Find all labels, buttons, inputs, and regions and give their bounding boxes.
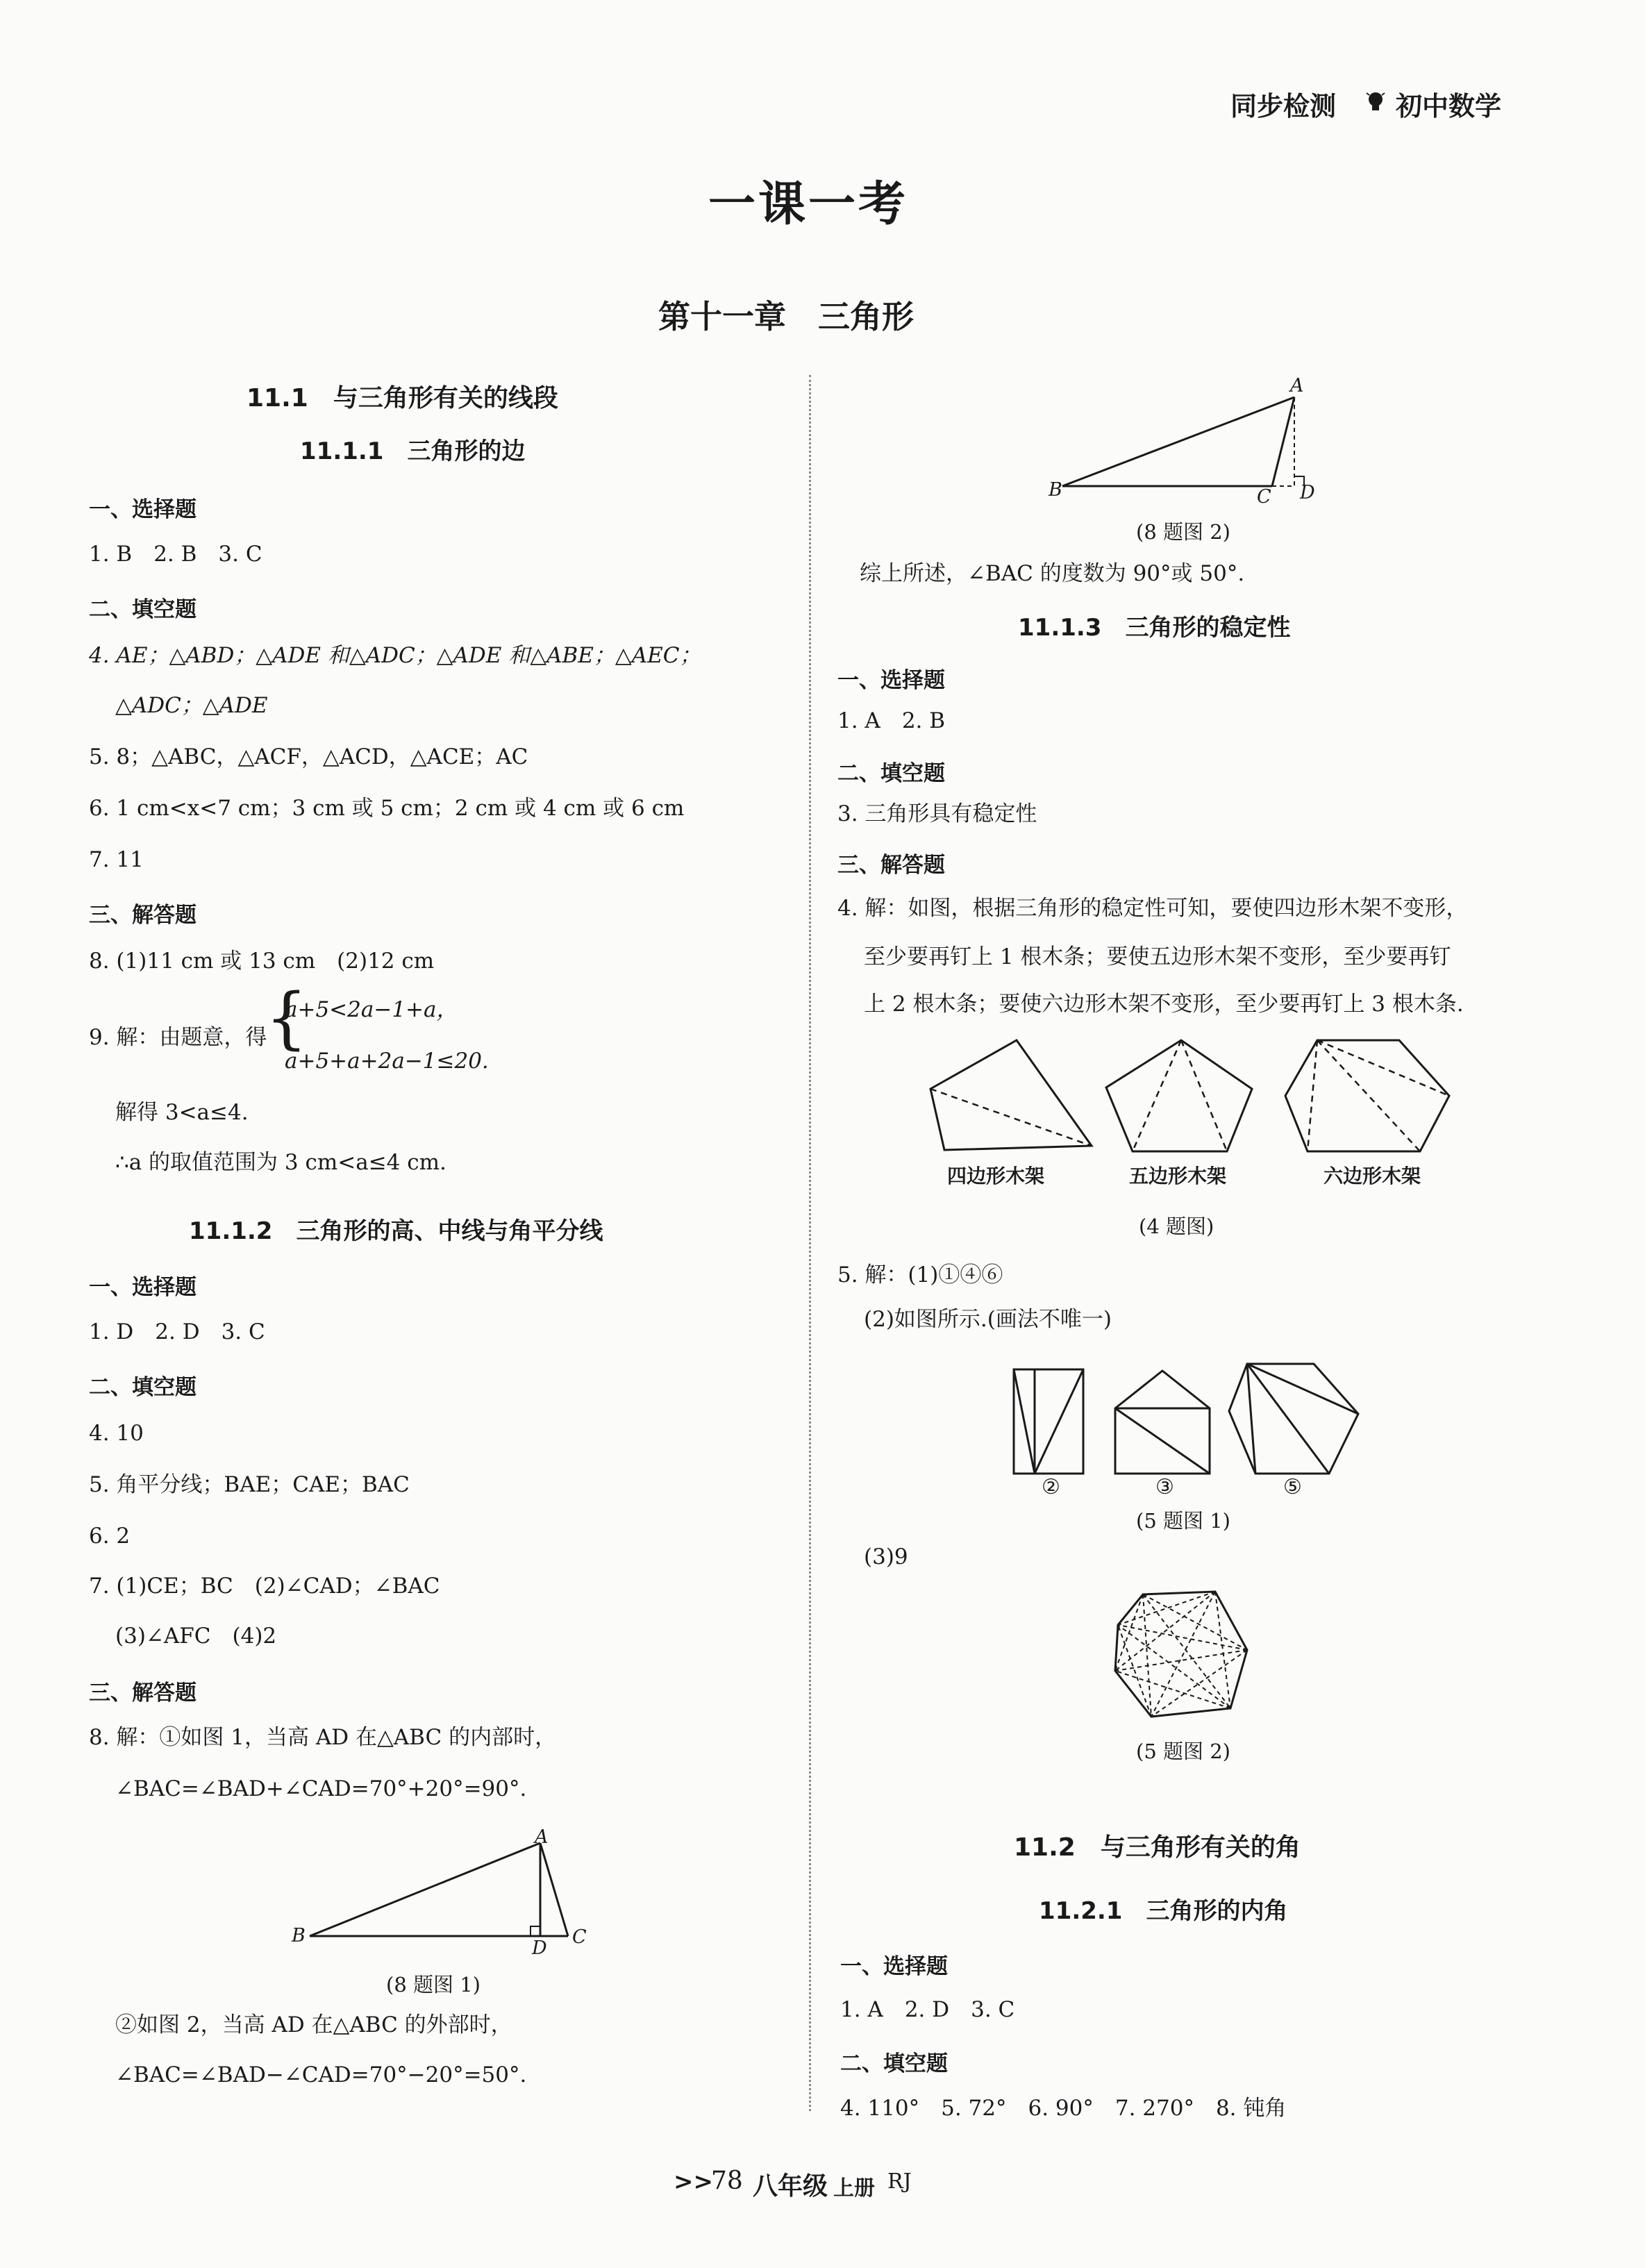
shape-rectangle-2 [1011,1367,1087,1478]
fig1-label-d: D [532,1937,547,1959]
answer-b8-line3: ②如图 2，当高 AD 在△ABC 的外部时， [115,2012,512,2037]
footer-arrows: >> [674,2168,713,2196]
heading-fill: 二、填空题 [89,597,197,622]
page-title: 一课一考 [708,176,909,232]
figure-8-2-caption: (8 题图 2) [1136,520,1230,544]
fig1-label-a: A [535,1826,549,1848]
figure-5-1-caption: (5 题图 1) [1136,1509,1230,1533]
answer-b8-line4: ∠BAC=∠BAD−∠CAD=70°−20°=50°. [115,2062,527,2087]
header-series: 同步检测 [1230,91,1337,122]
section-11-1-2: 11.1.2 三角形的高、中线与角平分线 [189,1217,603,1245]
figure-5-2-caption: (5 题图 2) [1136,1740,1230,1763]
heading-solve-2: 三、解答题 [89,1681,197,1706]
figure-4-caption: (4 题图) [1139,1215,1214,1238]
answer-4-line2: △ADC；△ADE [115,693,268,718]
label-frame-4: 四边形木架 [947,1165,1045,1187]
answer-9-eq1: a+5<2a−1+a， [285,997,458,1022]
answer-9-eq2: a+5+a+2a−1≤20. [285,1049,489,1074]
answer-b4: 4. 10 [89,1421,144,1446]
footer-volume: 上册 [833,2176,875,2201]
figure-8-1-caption: (8 题图 1) [386,1973,481,1996]
heading-solve-3: 三、解答题 [837,853,945,878]
section-11-1: 11.1 与三角形有关的线段 [247,384,558,412]
answer-9-intro: 9. 解：由题意，得 [89,1025,267,1050]
answer-4-line1: 4. AE；△ABD；△ADE 和△ADC；△ADE 和△ABE；△AEC； [89,643,701,668]
answer-b8-line1: 8. 解：①如图 1，当高 AD 在△ABC 的内部时， [89,1725,557,1750]
footer-edition: RJ [887,2169,912,2194]
answer-c5-line3: (3)9 [864,1544,908,1569]
label-frame-5: 五边形木架 [1129,1165,1227,1187]
section-11-1-1: 11.1.1 三角形的边 [300,437,526,465]
heading-fill-3: 二、填空题 [837,761,945,786]
shape-hexagon-5 [1225,1360,1364,1478]
figure-8-1 [278,1826,597,1951]
section-11-2-1: 11.2.1 三角形的内角 [1039,1897,1288,1925]
answer-5: 5. 8；△ABC，△ACF，△ACD，△ACE；AC [89,744,528,769]
mark-2: ② [1042,1475,1060,1499]
answer-c5-line1: 5. 解：(1)①④⑥ [837,1262,1003,1287]
heading-solve: 三、解答题 [89,903,197,928]
answer-6: 6. 1 cm<x<7 cm；3 cm 或 5 cm；2 cm 或 4 cm 或 6 cm [89,796,685,821]
answers-fill-4: 4. 110° 5. 72° 6. 90° 7. 270° 8. 钝角 [840,2096,1287,2121]
answers-choice-2: 1. D 2. D 3. C [89,1319,265,1344]
answer-b7-line2: (3)∠AFC (4)2 [115,1624,277,1649]
answer-9-conclusion: ∴a 的取值范围为 3 cm<a≤4 cm. [115,1150,446,1175]
footer-grade: 八年级 [753,2172,828,2201]
fig2-label-c: C [1257,486,1271,508]
answer-c5-line2: (2)如图所示.(画法不唯一) [864,1307,1112,1332]
fig1-label-b: B [292,1925,306,1946]
heading-choice: 一、选择题 [89,497,197,522]
frame-quadrilateral [924,1035,1097,1160]
answer-c4-line3: 上 2 根木条；要使六边形木架不变形，至少要再钉上 3 根木条. [864,992,1464,1017]
shape-house-3 [1111,1367,1215,1478]
heading-choice-2: 一、选择题 [89,1275,197,1300]
answers-choice-3: 1. A 2. B [837,708,946,733]
section-11-1-3: 11.1.3 三角形的稳定性 [1018,614,1291,642]
answers-choice-4: 1. A 2. D 3. C [840,1997,1015,2022]
answer-9-result: 解得 3<a≤4. [115,1100,249,1125]
answer-b8-line2: ∠BAC=∠BAD+∠CAD=70°+20°=90°. [115,1776,527,1801]
figure-8-2 [1042,382,1319,500]
heading-choice-3: 一、选择题 [837,668,945,693]
frame-pentagon [1101,1035,1260,1160]
answer-8: 8. (1)11 cm 或 13 cm (2)12 cm [89,949,435,974]
answer-7: 7. 11 [89,847,144,872]
heading-fill-2: 二、填空题 [89,1375,197,1400]
summary-text: 综上所述，∠BAC 的度数为 90°或 50°. [860,561,1245,586]
mark-3: ③ [1155,1475,1174,1499]
footer-page-number: 78 [711,2167,743,2195]
answer-b7-line1: 7. (1)CE；BC (2)∠CAD；∠BAC [89,1574,440,1599]
figure-5-2 [1110,1585,1255,1724]
bulb-icon [1365,89,1386,114]
answer-b6: 6. 2 [89,1524,131,1549]
mark-5: ⑤ [1283,1475,1302,1499]
fig1-label-c: C [572,1926,587,1948]
header-subject: 初中数学 [1396,91,1502,122]
chapter-title: 第十一章 三角形 [658,298,914,335]
column-divider [809,375,811,2111]
system-brace: { [265,979,308,1057]
answer-c3: 3. 三角形具有稳定性 [837,801,1037,826]
answers-choice-1: 1. B 2. B 3. C [89,542,262,567]
answer-c4-line1: 4. 解：如图，根据三角形的稳定性可知，要使四边形木架不变形， [837,896,1468,921]
fig2-label-a: A [1290,375,1304,397]
heading-fill-4: 二、填空题 [840,2051,948,2076]
heading-choice-4: 一、选择题 [840,1954,948,1979]
section-11-2: 11.2 与三角形有关的角 [1014,1833,1301,1862]
label-frame-6: 六边形木架 [1323,1165,1421,1187]
fig2-label-b: B [1049,479,1062,501]
frame-hexagon [1281,1035,1455,1160]
fig2-label-d: D [1300,482,1315,503]
answer-c4-line2: 至少要再钉上 1 根木条；要使五边形木架不变形，至少要再钉 [864,944,1451,969]
answer-b5: 5. 角平分线；BAE；CAE；BAC [89,1472,410,1497]
